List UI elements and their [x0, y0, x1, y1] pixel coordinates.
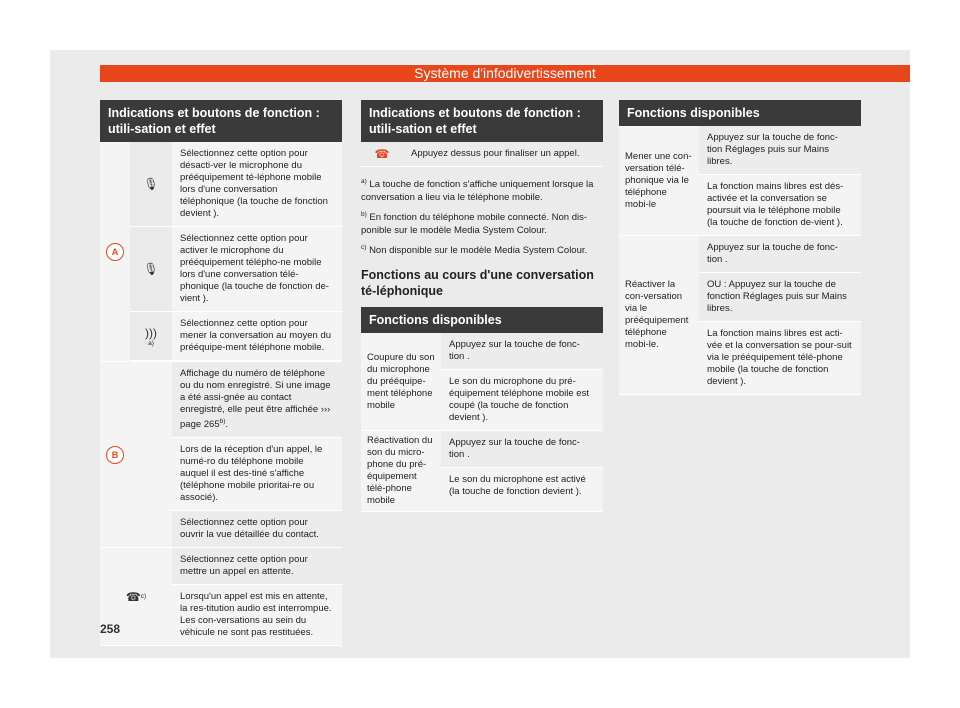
label-a-badge: A: [106, 243, 124, 261]
table-row: [619, 126, 861, 236]
row-text: Sélectionnez cette option pour désacti-ver le microphone du prééquipement té-léphone mobile lors d'une conversation téléphonique (la touche de fonction devient ).: [172, 142, 342, 226]
table-row: [130, 227, 342, 312]
row-cell: La fonction mains libres est acti-vée et la conversation se pour-suit via le prééquipement télé-phone mobile (la touche de fonction devient ).: [699, 322, 861, 394]
table-title: Indications et boutons de fonction : utili-sation et effet: [100, 100, 342, 142]
row-text: Sélectionnez cette option pour activer le microphone du prééquipement télépho-ne mobile lors d'une conversation télé-phonique (la touche de fonction de-vient ).: [172, 227, 342, 311]
row-label: Mener une con-versation télé-phonique via le téléphone mobi-le: [619, 126, 699, 235]
table-title: Fonctions disponibles: [619, 100, 861, 126]
footnotes: [361, 175, 603, 257]
page: [50, 50, 910, 658]
row-cell: La fonction mains libres est dés-activée et la conversation se poursuit via le téléphone mobile (la touche de fonction de-vient ).: [699, 175, 861, 235]
table-row: [130, 312, 342, 361]
hold-icon: ☎: [125, 589, 141, 604]
row-cell: Appuyez sur la touche de fonc-tion .: [441, 431, 603, 468]
phone-signal-icon: ))): [145, 325, 157, 340]
group-b: [100, 362, 342, 548]
b-cell-3: Sélectionnez cette option pour ouvrir la vue détaillée du contact.: [172, 511, 342, 547]
footnote: $^{a)}$ La touche de fonction s'affiche uniquement lorsque la conversation a lieu via le téléphone mobile.: [361, 178, 594, 204]
mic-icon: 🎙: [143, 262, 159, 276]
row-cell: Appuyez sur la touche de fonc-tion .: [441, 333, 603, 370]
group-a: [100, 142, 342, 362]
label-b-badge: B: [106, 446, 124, 464]
footnote: $^{c)}$ Non disponible sur le modèle Media System Colour.: [361, 244, 588, 257]
row-cell: Appuyez sur la touche de fonc-tion .: [699, 236, 861, 273]
b-cell-2: Lors de la réception d'un appel, le numé-ro du téléphone mobile auquel il est des-tiné s'affiche (téléphone mobile prioritai-re ou associé).: [172, 438, 342, 511]
table-title: Indications et boutons de fonction : utili-sation et effet: [361, 100, 603, 142]
row-text: Appuyez dessus pour finaliser un appel.: [403, 142, 603, 166]
hold-cell-1: Sélectionnez cette option pour mettre un appel en attente.: [172, 548, 342, 585]
row-cell: Appuyez sur la touche de fonc-tion Réglages puis sur Mains libres.: [699, 126, 861, 175]
table-row: [361, 333, 603, 431]
footnote-mark: a): [148, 339, 154, 347]
row-cell: Le son du microphone est activé (la touche de fonction devient ).: [441, 468, 603, 504]
mic-mute-icon: 🎙: [143, 177, 159, 191]
table-row: [619, 236, 861, 395]
b-cell-1: Affichage du numéro de téléphone ou du nom enregistré. Si une image a été assi-gnée au contact enregistré, elle peut être affichée ››› page 265$^{b)}$.: [172, 362, 342, 438]
page-header: Système d'infodivertissement: [100, 65, 910, 82]
column-1: [100, 100, 342, 646]
row-label: Réactivation du son du micro-phone du pré-équipement télé-phone mobile: [361, 431, 441, 511]
column-2: [361, 100, 603, 512]
table-row: [130, 142, 342, 227]
page-number: 258: [100, 622, 121, 636]
column-3: [619, 100, 861, 395]
hang-up-icon: ☎: [374, 147, 390, 161]
row-text: Sélectionnez cette option pour mener la conversation au moyen du prééquipe-ment téléphone mobile.: [172, 312, 342, 360]
hold-cell-2: Lorsqu'un appel est mis en attente, la res-titution audio est interrompue. Les con-versations au sein du véhicule ne sont pas restituées.: [172, 585, 342, 645]
section-heading: Fonctions au cours d'une conversation té-léphonique: [361, 268, 594, 299]
table-title: Fonctions disponibles: [361, 307, 603, 333]
row-cell: OU : Appuyez sur la touche de fonction Réglages puis sur Mains libres.: [699, 273, 861, 322]
footnote: $^{b)}$ En fonction du téléphone mobile connecté. Non dis-ponible sur le modèle Media System Colour.: [361, 211, 588, 237]
row-label: Coupure du son du microphone du prééquipe-ment téléphone mobile: [361, 333, 441, 430]
group-hold: [100, 548, 342, 646]
footnote-mark: c): [140, 593, 147, 601]
row-cell: Le son du microphone du pré-équipement téléphone mobile est coupé (la touche de fonction devient ).: [441, 370, 603, 430]
table-row: [361, 431, 603, 512]
row-label: Réactiver la con-versation via le prééquipement téléphone mobi-le.: [619, 236, 699, 394]
table-row: [361, 142, 603, 167]
